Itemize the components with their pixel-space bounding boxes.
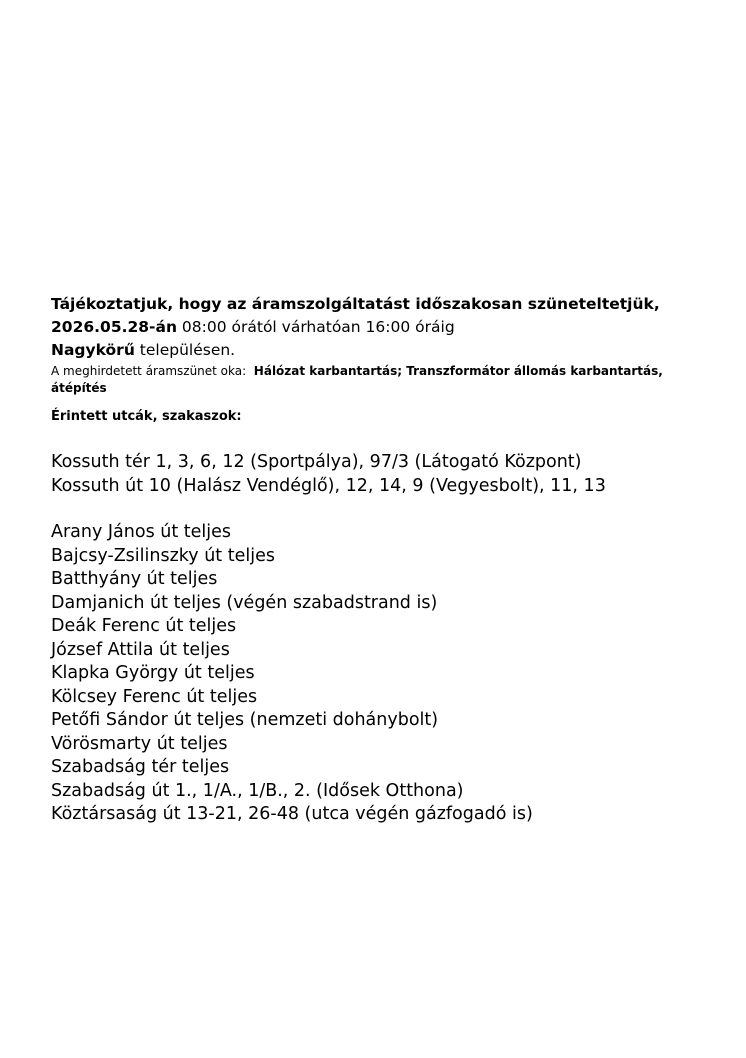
outage-date: 2026.05.28-án xyxy=(51,318,177,336)
notice-date-line xyxy=(51,316,711,339)
outage-reason xyxy=(51,363,711,397)
street-entry: József Attila út teljes xyxy=(51,639,230,660)
street-entry: Klapka György út teljes xyxy=(51,663,255,683)
street-entry: Vörösmarty út teljes xyxy=(51,733,228,754)
affected-street-list xyxy=(51,521,731,827)
outage-reason-value: Hálózat karbantartás; Transzformátor állomás karbantartás, átépítés xyxy=(51,364,663,395)
outage-notice xyxy=(51,293,711,397)
street-entry: Kölcsey Ferenc út teljes xyxy=(51,686,258,707)
outage-reason-label: A meghirdetett áramszünet oka: xyxy=(51,364,254,378)
street-entry: Bajcsy-Zsilinszky út teljes xyxy=(51,545,275,566)
kossuth-street-list xyxy=(51,451,731,498)
settlement-suffix: településen. xyxy=(134,341,236,359)
street-entry: Kossuth tér 1, 3, 6, 12 (Sportpálya), 97/3 (Látogató Központ) xyxy=(51,452,582,472)
street-entry: Petőfi Sándor út teljes (nemzeti dohánybolt) xyxy=(51,710,439,730)
notice-settlement-line xyxy=(51,339,711,362)
street-entry: Deák Ferenc út teljes xyxy=(51,616,237,636)
settlement-name: Nagykörű xyxy=(51,341,135,359)
street-entry: Köztársaság út 13-21, 26-48 (utca végén gázfogadó is) xyxy=(51,804,533,824)
street-entry: Arany János út teljes xyxy=(51,522,232,542)
street-entry: Szabadság tér teljes xyxy=(51,757,230,777)
street-entry: Batthyány út teljes xyxy=(51,569,218,589)
notice-intro: Tájékoztatjuk, hogy az áramszolgáltatást időszakosan szüneteltetjük, xyxy=(51,295,660,313)
affected-streets-heading: Érintett utcák, szakaszok: xyxy=(51,409,242,424)
street-entry: Damjanich út teljes (végén szabadstrand is) xyxy=(51,592,438,613)
street-entry: Kossuth út 10 (Halász Vendéglő), 12, 14, 9 (Vegyesbolt), 11, 13 xyxy=(51,475,606,496)
outage-time-range: 08:00 órától várhatóan 16:00 óráig xyxy=(176,318,455,336)
street-entry: Szabadság út 1., 1/A., 1/B., 2. (Idősek Otthona) xyxy=(51,780,464,801)
